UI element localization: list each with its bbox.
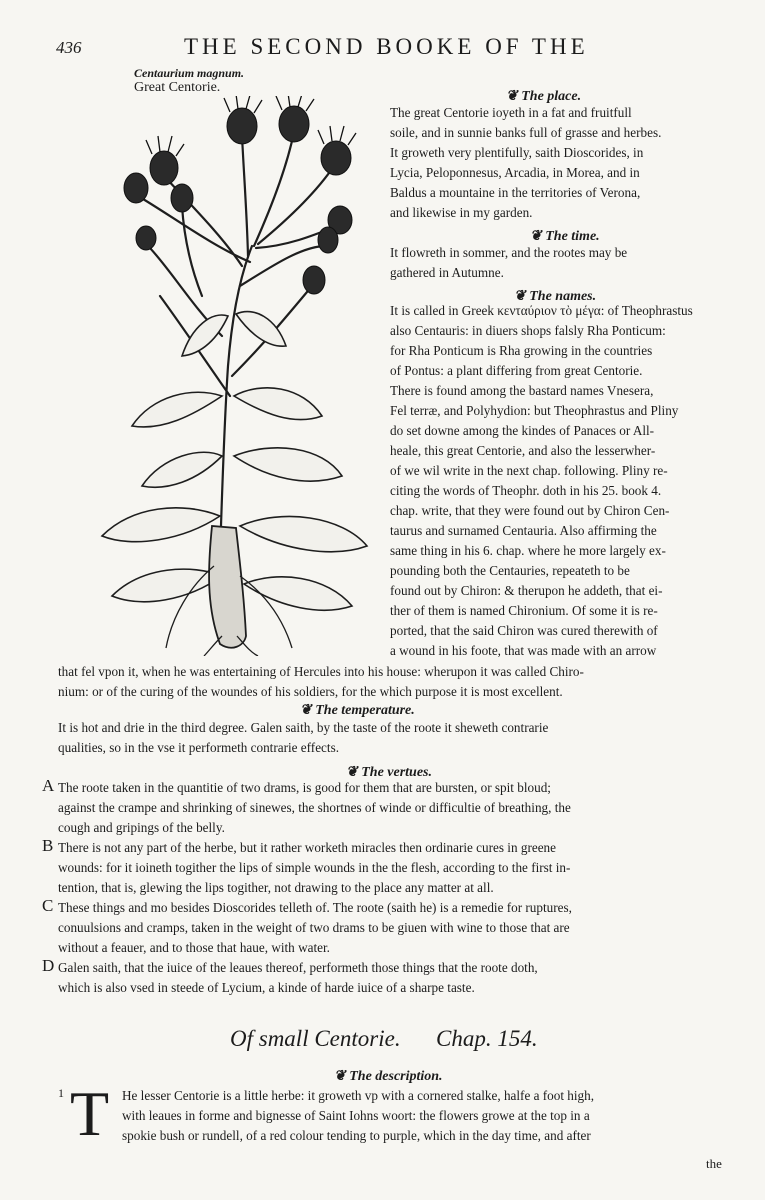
text-line: Baldus a mountaine in the territories of Verona, [390, 185, 641, 200]
text-line: same thing in his 6. chap. where he more largely ex- [390, 543, 666, 558]
text-line: heale, this great Centorie, and also the lesserwher- [390, 443, 656, 458]
text-line: with leaues in forme and bignesse of Saint Iohns woort: the flowers growe at the top in a [122, 1108, 590, 1123]
description-heading: ❦ The description. [334, 1069, 443, 1084]
text-line: conuulsions and cramps, taken in the weight of two drams to be giuen with wine to those that are [58, 920, 570, 935]
plant-woodcut-illustration [72, 96, 382, 656]
text-line: Galen saith, that the iuice of the leaues thereof, performeth those things that the roote doth, [58, 960, 538, 975]
text-line: for Rha Ponticum is Rha growing in the countries [390, 343, 653, 358]
place-heading: ❦ The place. [506, 89, 582, 104]
text-line: It groweth very plentifully, saith Dioscorides, in [390, 145, 644, 160]
text-line: gathered in Autumne. [390, 265, 504, 280]
text-line: The roote taken in the quantitie of two drams, is good for them that are bursten, or spit bloud; [58, 780, 551, 795]
vertues-heading: ❦ The vertues. [346, 765, 432, 780]
text-line: cough and gripings of the belly. [58, 820, 225, 835]
text-line: It flowreth in sommer, and the rootes may be [390, 245, 628, 260]
text-line: chap. write, that they were found out by Chiron Cen- [390, 503, 670, 518]
margin-marker-b: B [42, 836, 54, 855]
running-head [56, 34, 736, 58]
catchword: the [706, 1156, 722, 1171]
text-line: against the crampe and shrinking of sinewes, the shortnes of winde or difficultie of breathing, the [58, 800, 571, 815]
text-line: without a feauer, and to those that haue, with water. [58, 940, 330, 955]
text-line: that fel vpon it, when he was entertaining of Hercules into his house: wherupon it was called Chiro- [58, 664, 584, 679]
running-title: THE SECOND BOOKE OF THE [184, 34, 589, 59]
description-item-number: 1 [58, 1086, 64, 1100]
text-line: ported, that the said Chiron was cured therewith of [390, 623, 658, 638]
text-line: These things and mo besides Dioscorides telleth of. The roote (saith he) is a remedie for ruptures, [58, 900, 572, 915]
text-line: He lesser Centorie is a little herbe: it groweth vp with a cornered stalke, halfe a foot high, [122, 1088, 595, 1103]
text-line: Lycia, Peloponnesus, Arcadia, in Morea, and in [390, 165, 640, 180]
text-line: There is found among the bastard names Vnesera, [390, 383, 654, 398]
text-line: a wound in his foote, that was made with an arrow [390, 643, 657, 658]
text-line: Fel terræ, and Polyhydion: but Theophrastus and Pliny [390, 403, 679, 418]
text-line: found out by Chiron: & therupon he addeth, that ei- [390, 583, 663, 598]
text-line: spokie bush or rundell, of a red colour tending to purple, which in the day time, and after [122, 1128, 591, 1143]
chapter-number: Chap. 154. [436, 1026, 538, 1051]
description-text [122, 1086, 738, 1146]
page-number: 436 [56, 38, 82, 57]
text-line: do set downe among the kindes of Panaces or All- [390, 423, 655, 438]
text-line: also Centauris: in diuers shops falsly Rha Ponticum: [390, 323, 666, 338]
margin-marker-c: C [42, 896, 54, 915]
text-line: and likewise in my garden. [390, 205, 533, 220]
text-line: soile, and in sunnie banks full of grasse and herbes. [390, 125, 662, 140]
text-line: wounds: for it ioineth togither the lips of simple wounds in the the flesh, according to the first in- [58, 860, 571, 875]
text-line: taurus and surnamed Centauria. Also affirming the [390, 523, 657, 538]
text-line: There is not any part of the herbe, but it rather worketh miracles then ordinarie cures in greene [58, 840, 556, 855]
text-line: It is called in Greek κενταύριον τὸ μέγα: of Theophrastus [390, 303, 693, 318]
time-text [390, 243, 738, 283]
text-line: of Pontus: a plant differing from great Centorie. [390, 363, 643, 378]
text-line: tention, that is, glewing the lips togither, not drawing to the place any matter at all. [58, 880, 494, 895]
names-heading: ❦ The names. [514, 289, 597, 304]
text-line: pounding both the Centauries, repeateth to be [390, 563, 630, 578]
place-text [390, 103, 738, 223]
vertue-a-text [58, 778, 738, 838]
drop-cap-letter: T [70, 1078, 110, 1149]
text-line: citing the words of Theophr. doth in his 25. book 4. [390, 483, 662, 498]
vertue-d-text [58, 958, 738, 998]
figure-label-latin: Centaurium magnum. [134, 66, 245, 80]
figure-label-english: Great Centorie. [134, 80, 221, 95]
text-line: of we wil write in the next chap. following. Pliny re- [390, 463, 668, 478]
text-line: qualities, so in the vse it performeth contrarie effects. [58, 740, 339, 755]
text-line: It is hot and drie in the third degree. Galen saith, by the taste of the roote it sheweth contrarie [58, 720, 549, 735]
margin-marker-a: A [42, 776, 55, 795]
vertue-b-text [58, 838, 738, 898]
names-text-continued [58, 662, 738, 702]
margin-marker-d: D [42, 956, 55, 975]
text-line: ther of them is named Chironium. Of some it is re- [390, 603, 658, 618]
names-text [390, 301, 738, 661]
temperature-text [58, 718, 738, 758]
time-heading: ❦ The time. [530, 229, 600, 244]
chapter-title: Of small Centorie. [230, 1026, 401, 1051]
vertue-c-text [58, 898, 738, 958]
text-line: nium: or of the curing of the woundes of his soldiers, for the which purpose it is most excellent. [58, 684, 563, 699]
text-line: which is also vsed in steede of Lycium, a kinde of harde iuice of a sharpe taste. [58, 980, 475, 995]
text-line: The great Centorie ioyeth in a fat and fruitfull [390, 105, 632, 120]
temperature-heading: ❦ The temperature. [300, 703, 415, 718]
